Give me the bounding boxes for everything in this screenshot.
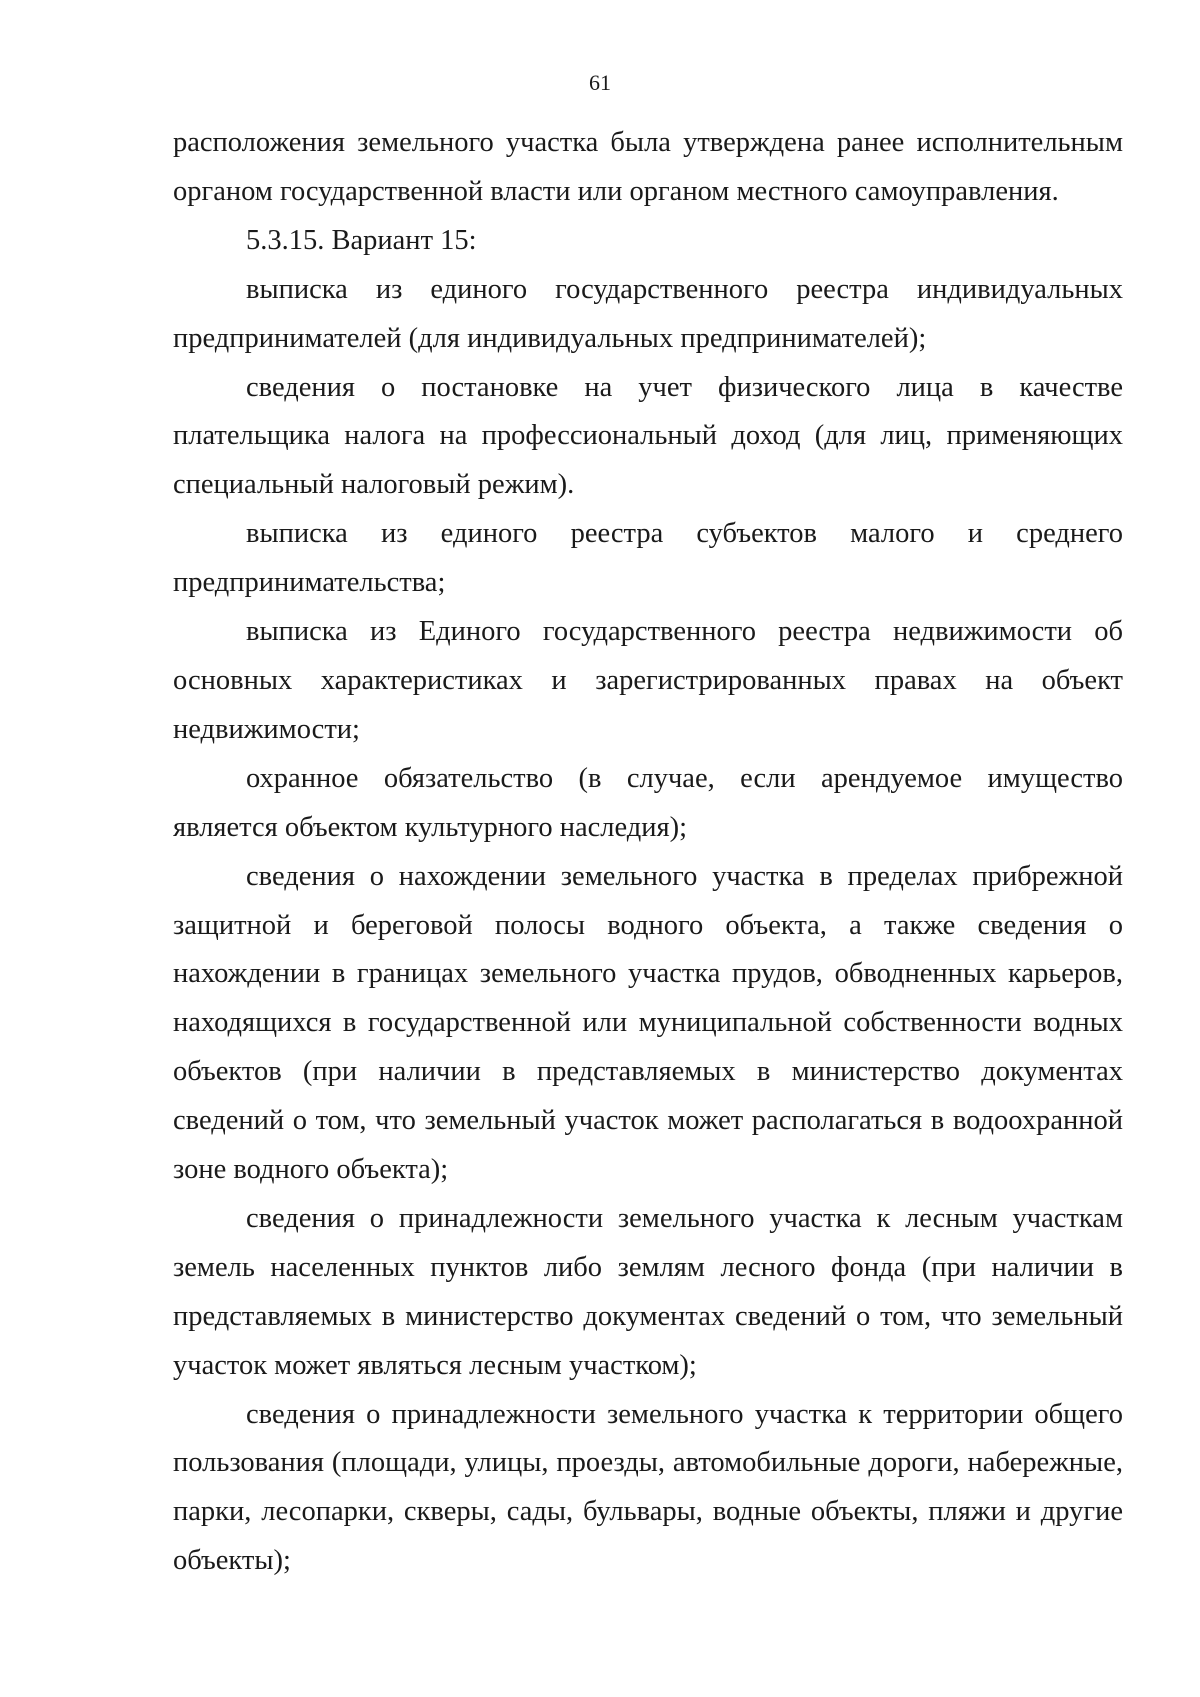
paragraph-public-territory: сведения о принадлежности земельного участка к территории общего пользования (площади, улицы, проезды, автомобильные дороги, набережные, парки, лесопарки, скверы, сады, бульвары, водные объекты, пляжи и другие объекты);: [173, 1398, 1123, 1577]
section-heading-variant-15: 5.3.15. Вариант 15:: [246, 224, 477, 256]
paragraph-sme-registry: выписка из единого реестра субъектов малого и среднего предпринимательства;: [173, 518, 1123, 599]
paragraph-forest-land: сведения о принадлежности земельного участка к лесным участкам земель населенных пунктов либо землям лесного фонда (при наличии в представляемых в министерство документах сведений о том, что земельный участок может являться лесным участком);: [173, 1202, 1123, 1381]
paragraph-water-zone: сведения о нахождении земельного участка в пределах прибрежной защитной и береговой полосы водного объекта, а также сведения о нахождении в границах земельного участка прудов, обводненных карьеров, находящихся в государственной или муниципальной собственности водных объектов (при наличии в представляемых в министерство документах сведений о том, что земельный участок может располагаться в водоохранной зоне водного объекта);: [173, 860, 1123, 1186]
document-body: [173, 119, 1123, 1586]
page-number: 61: [589, 70, 611, 95]
paragraph-continuation: расположения земельного участка была утверждена ранее исполнительным органом государственной власти или органом местного самоуправления.: [173, 127, 1123, 207]
paragraph-egrip-extract: выписка из единого государственного реестра индивидуальных предпринимателей (для индивидуальных предпринимателей);: [173, 273, 1123, 354]
paragraph-protection-obligation: охранное обязательство (в случае, если арендуемое имущество является объектом культурного наследия);: [173, 762, 1123, 843]
paragraph-tax-registration: сведения о постановке на учет физического лица в качестве плательщика налога на профессиональный доход (для лиц, применяющих специальный налоговый режим).: [173, 371, 1123, 501]
paragraph-egrn-extract: выписка из Единого государственного реестра недвижимости об основных характеристиках и зарегистрированных правах на объект недвижимости;: [173, 616, 1123, 745]
